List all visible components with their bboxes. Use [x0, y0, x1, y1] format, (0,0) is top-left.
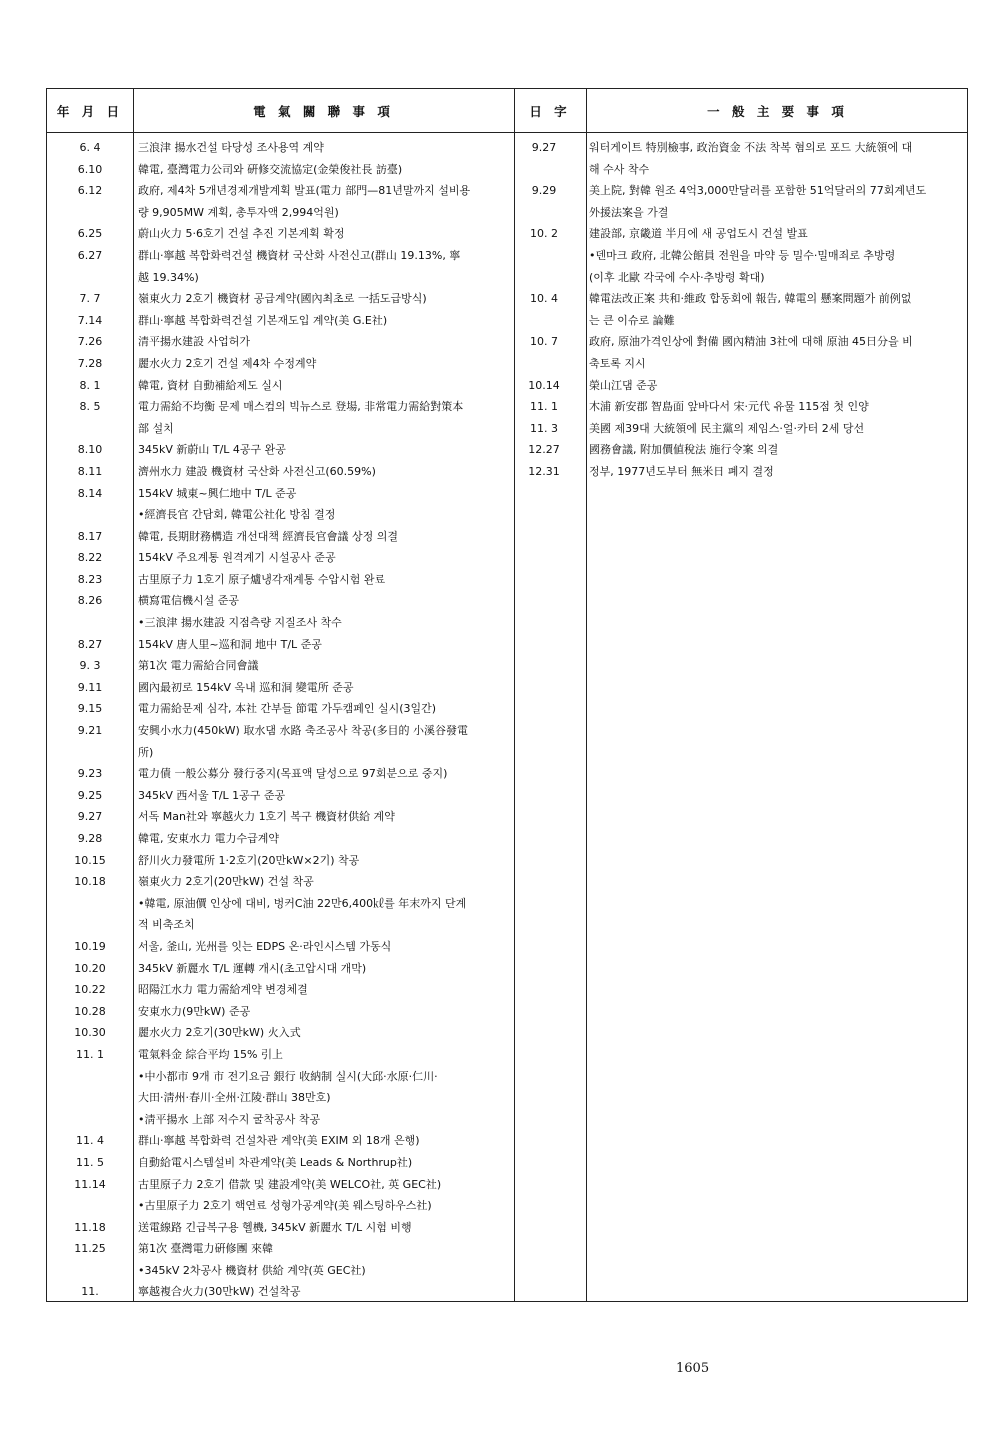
row-event: •345kV 2차공사 機資材 供給 계약(英 GEC社): [138, 1263, 366, 1277]
row-event: 電氣料金 綜合平均 15% 引上: [138, 1047, 283, 1061]
row-event: 昭陽江水力 電力需給계약 변경체결: [138, 983, 308, 997]
row-date: 6.10: [77, 162, 103, 176]
row-date: 11. 1: [76, 1047, 104, 1061]
row-date: 9.15: [77, 702, 103, 716]
header-general-events: 一 般 主 要 事 項: [707, 103, 848, 119]
row-date: 10.20: [74, 961, 106, 975]
table-row: [47, 504, 514, 526]
row-event: 345kV 新麗水 T/L 運轉 개시(초고압시대 개막): [138, 961, 367, 975]
row-event: 政府, 제4차 5개년경제개발계획 발표(電力 部門—81년말까지 설비용: [138, 184, 471, 198]
row-event: 古里原子力 2호기 借款 및 建設계약(美 WELCO社, 英 GEC社): [138, 1177, 442, 1191]
row-event: 木浦 新安郡 智島面 앞바다서 宋·元代 유물 115점 첫 인양: [589, 400, 869, 414]
row-event: 韓電, 資材 自動補給제도 실시: [138, 378, 283, 392]
header-day: 日 字: [529, 103, 571, 119]
row-date: 8. 5: [79, 400, 101, 414]
row-event: 第1次 電力需給合同會議: [138, 659, 259, 673]
row-date: 7. 7: [79, 292, 101, 306]
row-date: 8.22: [77, 551, 103, 565]
table-row: [502, 375, 965, 397]
row-event: 清平揚水建設 사업허가: [138, 335, 250, 349]
table-row: [47, 763, 514, 785]
row-event: 群山·寧越 복합화력 건설차관 계약(美 EXIM 외 18개 은행): [138, 1134, 420, 1148]
row-event: 國務會議, 附加價値稅法 施行令案 의결: [589, 443, 779, 457]
row-event: 自動給電시스템설비 차관계약(美 Leads & Northrup社): [138, 1155, 413, 1169]
table-row: [47, 1174, 514, 1196]
row-date: [502, 267, 586, 289]
row-date: 9.21: [77, 724, 103, 738]
row-date: 10.30: [74, 1026, 106, 1040]
row-event: 蔚山火力 5·6호기 건설 추진 기본계획 확정: [138, 227, 345, 241]
table-row: [47, 1066, 514, 1088]
row-event: 154kV 城東~興仁地中 T/L 준공: [138, 486, 297, 500]
header-electric-events: 電 氣 關 聯 事 項: [253, 103, 394, 119]
row-date: 10. 7: [530, 335, 558, 349]
row-event: 량 9,905MW 계획, 총투자액 2,994억원): [138, 205, 339, 219]
table-row: [47, 1260, 514, 1282]
row-date: 10.14: [528, 378, 560, 392]
row-event: 韓電, 臺灣電力公司와 硏修交流協定(金榮俊社長 訪臺): [138, 162, 403, 176]
row-event: 所): [138, 745, 154, 759]
row-event: 外援法案을 가결: [589, 205, 669, 219]
table-row: [502, 180, 965, 202]
row-event: •淸平揚水 上部 저수지 굴착공사 착공: [138, 1112, 321, 1126]
table-row: [47, 439, 514, 461]
row-event: 정부, 1977년도부터 無米日 폐지 결정: [589, 464, 774, 478]
row-date: 8.14: [77, 486, 103, 500]
row-event: 電力需給不均衡 문제 매스컴의 빅뉴스로 登場, 非常電力需給對策本: [138, 400, 464, 414]
row-date: 8.11: [77, 464, 103, 478]
row-event: 横寫電信機시설 준공: [138, 594, 239, 608]
row-event: •古里原子力 2호기 핵연료 성형가공계약(美 웨스팅하우스社): [138, 1199, 432, 1213]
table-row: [47, 720, 514, 742]
row-date: 7.28: [77, 356, 103, 370]
row-date: [47, 914, 133, 936]
table-row: [47, 936, 514, 958]
row-event: 舒川火力發電所 1·2호기(20만kW×2기) 착공: [138, 853, 360, 867]
table-row: [47, 1109, 514, 1131]
row-date: [47, 1195, 133, 1217]
table-row: [47, 159, 514, 181]
table-row: [47, 310, 514, 332]
row-event: 越 19.34%): [138, 270, 199, 284]
row-date: [47, 504, 133, 526]
row-event: (이후 北歐 각국에 수사·추방령 확대): [589, 270, 765, 284]
table-row: [47, 1001, 514, 1023]
table-row: [47, 979, 514, 1001]
table-row: [502, 396, 965, 418]
row-date: 6.27: [77, 248, 103, 262]
table-row: [47, 590, 514, 612]
row-event: 安興小水力(450kW) 取水댐 水路 축조공사 착공(多目的 小溪谷發電: [138, 724, 468, 738]
row-date: [502, 310, 586, 332]
table-row: [502, 331, 965, 353]
table-row: [47, 569, 514, 591]
electric-events-column: [47, 137, 514, 1303]
row-event: 濟州水力 建設 機資材 국산화 사전신고(60.59%): [138, 464, 376, 478]
row-date: 9.11: [77, 680, 103, 694]
row-event: 韓電, 長期財務構造 개선대책 經濟長官會議 상정 의결: [138, 529, 398, 543]
row-date: [47, 1109, 133, 1131]
row-date: 9.23: [77, 767, 103, 781]
table-row: [47, 353, 514, 375]
row-event: 축토록 지시: [589, 356, 646, 370]
table-row: [502, 288, 965, 310]
row-date: 10.19: [74, 939, 106, 953]
row-date: 12.31: [528, 464, 560, 478]
row-event: 韓電法改正案 共和·維政 합동회에 報告, 韓電의 懸案問題가 前例없: [589, 292, 912, 306]
row-date: 11. 4: [76, 1134, 104, 1148]
table-row: [47, 396, 514, 418]
row-date: [47, 267, 133, 289]
row-date: [47, 742, 133, 764]
table-row: [47, 375, 514, 397]
row-date: [47, 1087, 133, 1109]
table-row: [47, 202, 514, 224]
table-row: [47, 1217, 514, 1239]
row-date: 9.27: [77, 810, 103, 824]
row-date: 6. 4: [79, 141, 101, 154]
table-row: [47, 1022, 514, 1044]
table-row: [47, 137, 514, 159]
row-event: 麗水火力 2호기 건설 제4차 수정계약: [138, 356, 317, 370]
general-events-column: [502, 137, 965, 483]
table-row: [47, 612, 514, 634]
row-event: 嶺東火力 2호기(20만kW) 건설 착공: [138, 875, 314, 889]
row-event: •韓電, 原油價 인상에 대비, 벙커C油 22만6,400㎘를 年末까지 단계: [138, 896, 467, 910]
table-row: [502, 267, 965, 289]
row-date: 11.25: [74, 1242, 106, 1256]
table-row: [47, 245, 514, 267]
table-row: [502, 418, 965, 440]
row-event: 榮山江댐 준공: [589, 378, 658, 392]
row-event: 寧越複合火力(30만kW) 건설착공: [138, 1285, 301, 1299]
row-event: 嶺東火力 2호기 機資材 공급계약(國內최초로 一括도급방식): [138, 292, 427, 306]
row-event: •덴마크 政府, 北韓公館員 전원을 마약 등 밀수·밀매죄로 추방령: [589, 248, 896, 262]
row-date: 11. 1: [530, 400, 558, 414]
row-event: 는 큰 이슈로 論難: [589, 313, 675, 327]
row-date: 11.18: [74, 1220, 106, 1234]
row-event: 麗水火力 2호기(30만kW) 火入式: [138, 1026, 301, 1040]
row-date: [502, 353, 586, 375]
row-date: 11. 3: [530, 421, 558, 435]
row-date: [502, 159, 586, 181]
table-row: [502, 137, 965, 159]
table-row: [47, 1152, 514, 1174]
row-date: 8.26: [77, 594, 103, 608]
table-row: [47, 1238, 514, 1260]
row-event: 建設部, 京畿道 半月에 새 공업도시 건설 발표: [589, 227, 808, 241]
table-row: [47, 1281, 514, 1303]
row-event: 古里原子力 1호기 原子爐냉각재계통 수압시험 완료: [138, 572, 386, 586]
row-event: 韓電, 安東水力 電力수급계약: [138, 832, 279, 845]
row-event: 部 설치: [138, 421, 174, 435]
table-row: [47, 1130, 514, 1152]
table-row: [502, 223, 965, 245]
row-date: 9.25: [77, 788, 103, 802]
row-event: 國內最初로 154kV 옥내 巡和洞 變電所 준공: [138, 680, 354, 694]
table-row: [502, 159, 965, 181]
row-date: [502, 245, 586, 267]
table-row: [47, 698, 514, 720]
table-row: [47, 331, 514, 353]
row-date: 8. 1: [79, 378, 101, 392]
row-date: [47, 1260, 133, 1282]
row-date: 10. 2: [530, 227, 558, 241]
row-event: 154kV 주요계통 원격계기 시설공사 준공: [138, 551, 336, 565]
row-date: 8.17: [77, 529, 103, 543]
table-row: [47, 634, 514, 656]
table-row: [47, 483, 514, 505]
table-row: [47, 526, 514, 548]
row-date: [47, 893, 133, 915]
row-event: •經濟長官 간담회, 韓電公社化 방침 결정: [138, 508, 336, 522]
row-date: 10.18: [74, 875, 106, 889]
table-row: [47, 677, 514, 699]
table-row: [47, 288, 514, 310]
table-row: [502, 461, 965, 483]
row-date: [47, 612, 133, 634]
row-date: 9.28: [77, 832, 103, 845]
row-date: 7.26: [77, 335, 103, 349]
table-row: [47, 914, 514, 936]
row-date: 9. 3: [79, 659, 101, 673]
row-date: 11. 5: [76, 1155, 104, 1169]
row-date: [47, 202, 133, 224]
table-row: [47, 1044, 514, 1066]
row-event: •中小都市 9개 市 전기요금 銀行 收納制 실시(大邱·水原·仁川·: [138, 1069, 438, 1083]
table-row: [47, 1087, 514, 1109]
row-date: 10.28: [74, 1004, 106, 1018]
table-row: [47, 742, 514, 764]
row-date: 6.25: [77, 227, 103, 241]
table-row: [47, 180, 514, 202]
row-event: 워터게이트 特別檢事, 政治資金 不法 착복 혐의로 포드 大統領에 대: [589, 141, 913, 154]
table-row: [502, 202, 965, 224]
page-number: 1605: [676, 1361, 710, 1376]
table-row: [47, 547, 514, 569]
row-event: 三浪津 揚水건설 타당성 조사용역 계약: [138, 141, 324, 154]
row-event: 해 수사 착수: [589, 162, 650, 176]
row-event: 電力需給문제 심각, 本社 간부들 節電 가두캠페인 실시(3일간): [138, 702, 437, 716]
row-date: 8.23: [77, 572, 103, 586]
table-row: [502, 245, 965, 267]
row-event: 群山·寧越 복합화력건설 機資材 국산화 사전신고(群山 19.13%, 寧: [138, 248, 461, 262]
row-event: 154kV 唐人里~巡和洞 地中 T/L 준공: [138, 637, 322, 651]
row-event: •三浪津 揚水建設 지점측량 지질조사 착수: [138, 616, 342, 630]
table-row: [502, 310, 965, 332]
row-date: 9.27: [531, 141, 557, 154]
table-row: [47, 785, 514, 807]
row-event: 第1次 臺灣電力硏修團 來韓: [138, 1242, 273, 1256]
header-date: 年 月 日: [56, 103, 124, 119]
row-date: 8.10: [77, 443, 103, 457]
row-event: 345kV 西서울 T/L 1공구 준공: [138, 788, 286, 802]
row-event: 電力債 一般公募分 發行중지(목표액 달성으로 97회분으로 중지): [138, 767, 448, 781]
row-date: [502, 202, 586, 224]
table-row: [47, 828, 514, 850]
table-row: [502, 353, 965, 375]
row-date: [47, 1066, 133, 1088]
row-date: [47, 418, 133, 440]
row-event: 美上院, 對韓 원조 4억3,000만달러를 포함한 51억달러의 77회계년도: [589, 184, 927, 198]
table-row: [47, 871, 514, 893]
table-row: [47, 806, 514, 828]
row-event: 적 비축조치: [138, 918, 195, 932]
row-date: 11.14: [74, 1177, 106, 1191]
row-date: 10.15: [74, 853, 106, 867]
row-date: 7.14: [77, 313, 103, 327]
table-row: [47, 461, 514, 483]
row-date: 9.29: [531, 184, 557, 198]
row-event: 서울, 釜山, 光州를 잇는 EDPS 온·라인시스템 가동식: [138, 939, 392, 953]
row-event: 美國 제39대 大統領에 民主黨의 제임스·얼·카터 2세 당선: [589, 421, 865, 435]
table-row: [47, 267, 514, 289]
row-event: 政府, 原油가격인상에 對備 國內精油 3社에 대해 原油 45日分을 비: [589, 335, 913, 349]
table-row: [47, 893, 514, 915]
table-row: [47, 850, 514, 872]
row-event: 大田·淸州·春川·全州·江陵·群山 38만호): [138, 1091, 331, 1105]
row-event: 安東水力(9만kW) 준공: [138, 1004, 251, 1018]
row-date: 6.12: [77, 184, 103, 198]
row-event: 345kV 新蔚山 T/L 4공구 완공: [138, 443, 286, 457]
row-event: 送電線路 긴급복구용 헬機, 345kV 新麗水 T/L 시험 비행: [138, 1220, 412, 1234]
table-row: [502, 439, 965, 461]
table-row: [47, 223, 514, 245]
row-date: 10. 4: [530, 292, 558, 306]
table-row: [47, 418, 514, 440]
row-date: 8.27: [77, 637, 103, 651]
table-row: [47, 655, 514, 677]
chronology-table: [46, 88, 968, 1302]
table-row: [47, 958, 514, 980]
row-date: 10.22: [74, 983, 106, 997]
row-event: 서독 Man社와 寧越火力 1호기 복구 機資材供給 계약: [138, 810, 395, 824]
row-date: 11.: [81, 1285, 99, 1299]
table-header: [47, 89, 967, 133]
row-event: 群山·寧越 복합화력건설 기본재도입 계약(美 G.E社): [138, 313, 388, 327]
table-row: [47, 1195, 514, 1217]
row-date: 12.27: [528, 443, 560, 457]
